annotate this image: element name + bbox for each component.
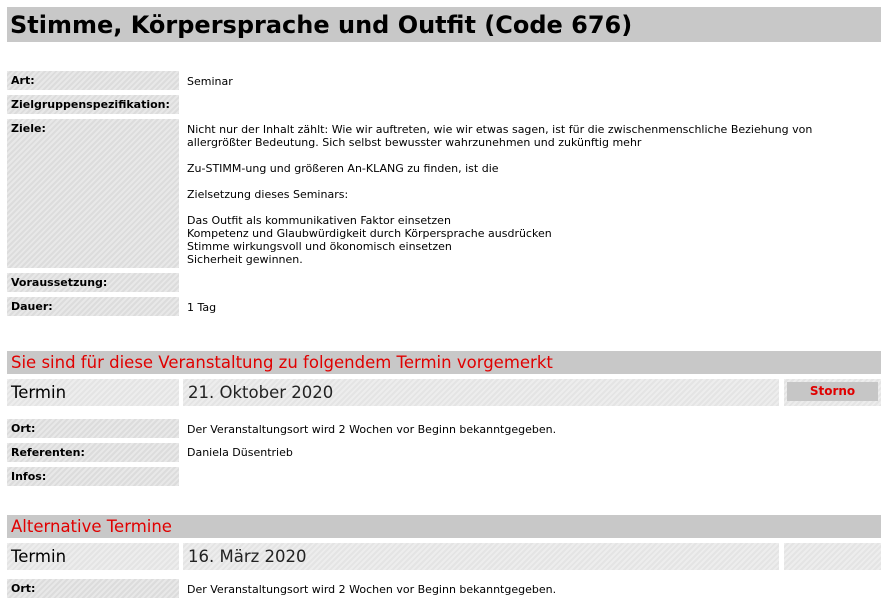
- booked-ort-label: Ort:: [7, 419, 179, 438]
- booked-ort-value: Der Veranstaltungsort wird 2 Wochen vor Beginn bekanntgegeben.: [187, 423, 557, 436]
- ziele-label: Ziele:: [7, 119, 179, 268]
- referenten-label: Referenten:: [7, 443, 179, 462]
- voraussetzung-label: Voraussetzung:: [7, 273, 179, 292]
- zielgruppe-label: Zielgruppenspezifikation:: [7, 95, 179, 114]
- alt-termin-date: 16. März 2020: [183, 543, 779, 570]
- referenten-value: Daniela Düsentrieb: [187, 446, 293, 459]
- ziele-line-4: Zielsetzung dieses Seminars:: [187, 188, 349, 201]
- art-label: Art:: [7, 71, 179, 90]
- ziele-line-2: allergrößter Bedeutung. Sich selbst bewusster wahrzunehmen und zukünftig mehr: [187, 136, 642, 149]
- alt-ort-value: Der Veranstaltungsort wird 2 Wochen vor Beginn bekanntgegeben.: [187, 583, 557, 596]
- ziele-line-3: Zu-STIMM-ung und größeren An-KLANG zu finden, ist die: [187, 162, 499, 175]
- alt-action-cell: [784, 543, 881, 570]
- storno-cell: [784, 379, 881, 406]
- booked-termin-date: 21. Oktober 2020: [183, 379, 779, 406]
- alt-termin-label: Termin: [7, 543, 179, 570]
- booked-heading: Sie sind für diese Veranstaltung zu folgendem Termin vorgemerkt: [11, 353, 553, 372]
- art-value: Seminar: [187, 75, 233, 88]
- page-title: Stimme, Körpersprache und Outfit (Code 676): [10, 11, 633, 39]
- booked-termin-label: Termin: [7, 379, 179, 406]
- ziele-line-1: Nicht nur der Inhalt zählt: Wie wir auftreten, wie wir etwas sagen, ist für die zwischenmenschliche Beziehung von: [187, 123, 813, 136]
- dauer-value: 1 Tag: [187, 301, 217, 314]
- ziele-line-5: Das Outfit als kommunikativen Faktor einsetzen: [187, 214, 451, 227]
- alt-ort-label: Ort:: [7, 579, 179, 598]
- ziele-line-6: Kompetenz und Glaubwürdigkeit durch Körpersprache ausdrücken: [187, 227, 552, 240]
- dauer-label: Dauer:: [7, 297, 179, 316]
- ziele-line-7: Stimme wirkungsvoll und ökonomisch einsetzen: [187, 240, 452, 253]
- infos-label: Infos:: [7, 467, 179, 486]
- storno-button[interactable]: Storno: [787, 382, 878, 401]
- ziele-line-8: Sicherheit gewinnen.: [187, 253, 303, 266]
- alternatives-heading: Alternative Termine: [11, 517, 172, 536]
